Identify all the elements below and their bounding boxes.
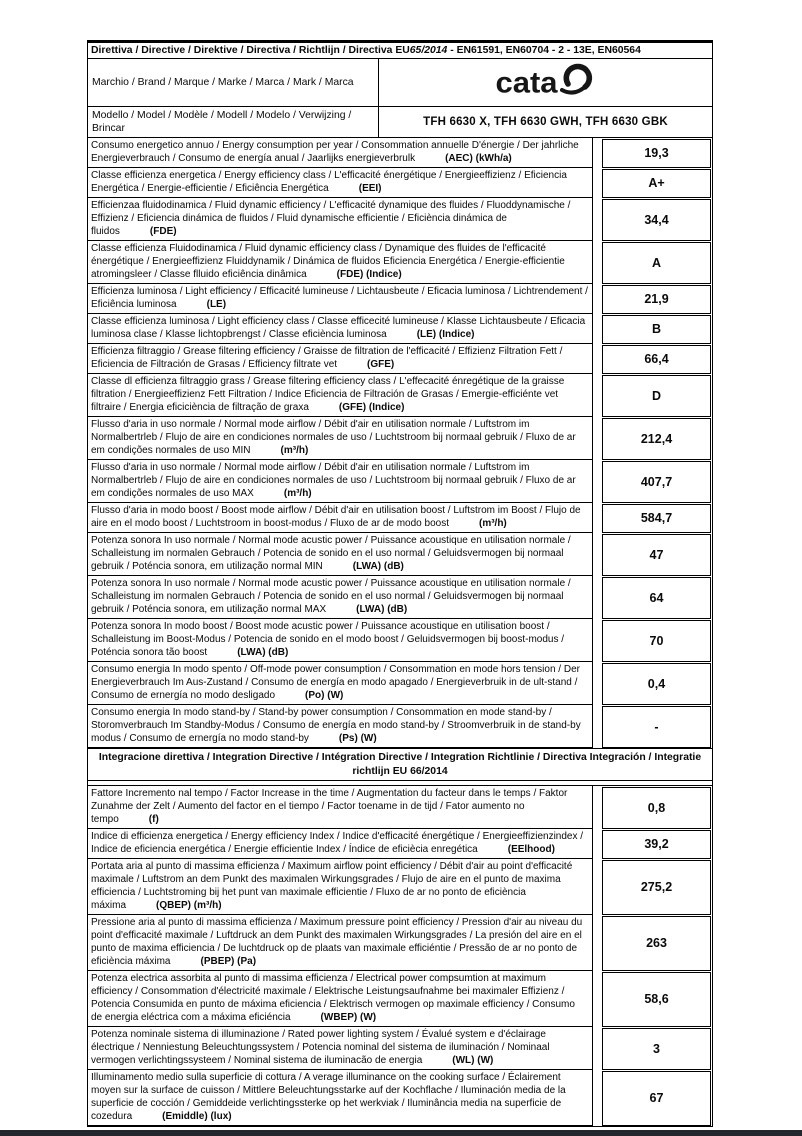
row-value: 263 [646, 936, 667, 950]
row-label: Consumo energia In modo stand-by / Stand-by power consumption / Consommation en mode stand-by / Storomverbrauch Im Standby-Modus / Consumo de energía en modo stand-by / Stroomverbruik in de stand-by modus / Consumo de ernergía no modo stand-by [91, 707, 581, 744]
row-value: 67 [649, 1091, 664, 1105]
model-row [88, 107, 712, 138]
spec-row-label-cell [88, 417, 593, 460]
row-code: (PBEP) (Pa) [200, 956, 257, 967]
directive-title-prefix: Direttiva / Directive / Direktive / Directiva / Richtlijn / Directiva EU [91, 45, 410, 56]
row-code: (WBEP) (W) [320, 1012, 377, 1023]
spec-row-label-cell [88, 241, 593, 284]
row-code: (EElhood) [507, 844, 555, 855]
row-label: Flusso d'aria in uso normale / Normal mode airflow / Débit d'air en utilisation normale / Luftstrom im Normalbertrleb / Flujo de aire en condiciones normales de uso / Luchtstroom bij normaal gebruik / Fluxo de ar em condições normales de uso MAX [91, 462, 576, 499]
directive-title-suffix: - EN61591, EN60704 - 2 - 13E, EN60564 [447, 45, 641, 56]
spec-row-label-cell [88, 314, 593, 344]
spec-row [88, 314, 712, 344]
row-value: B [651, 322, 662, 336]
directive-title-number: 65/2014 [409, 45, 448, 56]
row-code: (Ps) (W) [338, 733, 377, 744]
row-value: 21,9 [644, 292, 669, 306]
spec-row [88, 705, 712, 748]
row-value-box [602, 577, 711, 619]
column-gutter [593, 1027, 602, 1070]
brand-label [88, 59, 379, 106]
row-code: (LE) (Indice) [416, 329, 475, 340]
column-gutter [593, 533, 602, 576]
row-code: (WL) (W) [452, 1055, 494, 1066]
row-value-box [602, 139, 711, 168]
row-value: 0,8 [647, 800, 666, 815]
row-value: 19,3 [644, 146, 669, 160]
column-gutter [593, 138, 602, 168]
row-value: - [654, 719, 659, 734]
row-code: (Po) (W) [305, 690, 344, 701]
row-code: (f) [148, 814, 159, 825]
row-label: Classe efficienza luminosa / Light efficiency class / Classe efficecité lumineuse / Klasse Lichtausbeute / Eficacia luminosa clase / Klasse lichtopbrengst / Classe eficiència luminosa [91, 316, 586, 340]
spec-row-label-cell [88, 705, 593, 748]
column-gutter [593, 284, 602, 314]
row-value-box [602, 787, 711, 829]
column-gutter [593, 1070, 602, 1126]
spec-row [88, 503, 712, 533]
row-code: (FDE) [149, 226, 177, 237]
row-value: 39,2 [644, 837, 669, 851]
row-value-box [602, 418, 711, 460]
spec-row [88, 619, 712, 662]
row-value: 584,7 [640, 511, 673, 525]
row-code: (m³/h) [280, 445, 309, 456]
row-label: Portata aria al punto di massima efficienza / Maximum airflow point efficiency / Débit d'air au point d'efficacité maximale / Luftstrom an dem Punkt des maximalen Wirkungsgrades / Flujo de aire en el punto de maxima efficiencia / Luchtstroming bij het punt van maximale efficientie / Fluxo de ar no ponto de eficiència máxima [91, 861, 573, 911]
window-bottom-edge [0, 1130, 802, 1136]
spec-row [88, 417, 712, 460]
row-label: Efficienzaa fluidodinamica / Fluid dynamic efficiency / L'efficacité dynamique des fluides / Fluoddynamische / Effizienz / Eficiencia dinámica de fluidos / Fluid dynamische efficientie / Eficiència dinámica de fluidos [91, 200, 571, 237]
spec-row [88, 859, 712, 915]
row-value-box [602, 285, 711, 314]
spec-row [88, 533, 712, 576]
cata-swoosh-icon [560, 63, 596, 102]
row-code: (m³/h) [283, 488, 312, 499]
spec-row-label-cell [88, 1070, 593, 1126]
cata-logo [495, 63, 595, 102]
column-gutter [593, 241, 602, 284]
directive-title [88, 43, 712, 59]
column-gutter [593, 619, 602, 662]
model-label-text: Modello / Model / Modèle / Modell / Modelo / Verwijzing / Brincar [92, 110, 352, 134]
row-code: (GFE) [367, 359, 395, 370]
column-gutter [593, 859, 602, 915]
row-value-box [602, 916, 711, 971]
row-value-box [602, 663, 711, 705]
row-label: Consumo energetico annuo / Energy consumption per year / Consommation annuelle D'énergie / Der jahrliche Energieverbrauch / Consumo de energía anual / Jaarlijks energieverbrulk [91, 140, 579, 164]
spec-sheet-table [87, 40, 713, 1127]
spec-row [88, 198, 712, 241]
spec-row-label-cell [88, 786, 593, 829]
row-value: A+ [648, 176, 665, 190]
spec-row-label-cell [88, 619, 593, 662]
spec-row [88, 576, 712, 619]
row-value-box [602, 972, 711, 1027]
spec-row [88, 786, 712, 829]
row-label: Classe efficienza energetica / Energy efficiency class / L'efficacité énergétique / Energieeffizienz / Eficiencia Energética / Energie-efficientie / Eficiência Energética [91, 170, 567, 194]
row-label: Flusso d'aria in uso normale / Normal mode airflow / Débit d'air en utilisation normale / Luftstrom im Normalbertrleb / Flujo de aire en condiciones normales de uso / Luchtstroom bij normaal gebruik / Fluxo de ar em condições normales de uso MIN [91, 419, 576, 456]
row-value-box [602, 534, 711, 576]
spec-row-label-cell [88, 198, 593, 241]
spec-row-label-cell [88, 971, 593, 1027]
row-label: Fattore Incremento nal tempo / Factor Increase in the time / Augmentation du facteur dans le temps / Faktor Zunahme der Zelt / Aumento del factor en el tiempo / Factor toename in de tijd / Fator aumento no tempo [91, 788, 568, 825]
spec-row [88, 915, 712, 971]
spec-row [88, 971, 712, 1027]
column-gutter [593, 915, 602, 971]
row-label: Classe dl efficienza filtraggio grass / Grease filtering efficiency class / L'effecacité énregétique de la graisse filtration / Energieeffizienz Fett Filtration / Indice Eficiencia de Filtración de Grasas / Emergie-efficiénte vet filtraire / Energia eficiciència de filtração de graxa [91, 376, 565, 413]
spec-row-label-cell [88, 138, 593, 168]
row-code: (Emiddle) (lux) [162, 1111, 232, 1122]
spec-row [88, 138, 712, 168]
row-code: (LE) [206, 299, 227, 310]
row-label: Efficienza filtraggio / Grease filtering efficiency / Graisse de filtration de l'efficacité / Effizienz Filtration Fett / Eficiencia de Filtración de Grasas / Efficiency filtrate vet [91, 346, 563, 370]
row-code: (GFE) (Indice) [338, 402, 405, 413]
row-label: Potenza electrica assorbita al punto di massima efficienza / Electrical power compsumtion at maximum efficiency / Consommation d'électricité maximale / Elektrische Leistungsaufnahme bei maximaler Effizienz / Potencia Consumida en punto de máxima eficiencia / Elektrisch vermogen op maximale efficiency / Consumo de energia eléctrica com a máxima eficiéncia [91, 973, 575, 1023]
spec-row-label-cell [88, 662, 593, 705]
row-value: 34,4 [644, 212, 669, 227]
spec-row-label-cell [88, 168, 593, 198]
spec-row [88, 1070, 712, 1126]
brand-label-text: Marchio / Brand / Marque / Marke / Marca / Mark / Marca [92, 77, 354, 88]
row-label: Potenza nominale sistema di illuminazione / Rated power lighting system / Évalué system e d'éclairage électrique / Nenniestung Beleuchtungssystem / Potencia nominal del sistema de iluminación / Nominaal vermogen verlichtingssysteem / Nominal sistema de iluminacão de energia [91, 1029, 550, 1066]
spec-row-label-cell [88, 533, 593, 576]
row-value-box [602, 242, 711, 284]
spec-row-label-cell [88, 374, 593, 417]
row-value: A [651, 255, 662, 270]
column-gutter [593, 374, 602, 417]
row-value-box [602, 620, 711, 662]
row-value: 66,4 [644, 352, 669, 366]
row-code: (FDE) (Indice) [336, 269, 402, 280]
row-label: Classe efficienza Fluidodinamica / Fluid dynamic efficiency class / Dynamique des fluides de l'efficacité énergétique / Energieeffizienz Fluiddynamik / Dinámica de fluidos Eficiencia Energética / Energie-efficientie atromingsleer / Classe flluido eficiência dinâmica [91, 243, 565, 280]
spec-row-label-cell [88, 1027, 593, 1070]
row-code: (LWA) (dB) [352, 561, 404, 572]
row-value: 70 [649, 633, 664, 648]
spec-rows-section-2 [88, 786, 712, 1126]
row-value-box [602, 199, 711, 241]
spec-row-label-cell [88, 284, 593, 314]
row-label: Potenza sonora In modo boost / Boost mode acustic power / Puissance acoustique en utilisation boost / Schalleistung im Boost-Modus / Potencia de sonido en el modo boost / Geluidsvermogen bij boost-modus / Poténcia sonora tão boost [91, 621, 565, 658]
row-value-box [602, 375, 711, 417]
row-label: Consumo energia In modo spento / Off-mode power consumption / Consommation en mode hors tension / Der Energieverbrauch Im Aus-Zustand / Consumo de energía en modo apagado / Energieverbruik in de ult-stand / Consumo de ernergía no modo desligado [91, 664, 580, 701]
spec-row-label-cell [88, 859, 593, 915]
spec-row [88, 374, 712, 417]
spec-rows-section-1 [88, 138, 712, 748]
column-gutter [593, 705, 602, 748]
spec-row-label-cell [88, 460, 593, 503]
column-gutter [593, 971, 602, 1027]
cata-logo-text: cata [495, 65, 558, 99]
column-gutter [593, 662, 602, 705]
row-value-box [602, 461, 711, 503]
row-code: (LWA) (dB) [237, 647, 289, 658]
spec-row [88, 168, 712, 198]
row-label: Indice di efficienza energetica / Energy efficiency Index / Indice d'efficacité énergétique / Energieeffizienzindex / Indice de eficiencia energética / Energie efficientie Index / Índice de eficiècia enregética [91, 831, 584, 855]
spec-row-label-cell [88, 576, 593, 619]
column-gutter [593, 417, 602, 460]
column-gutter [593, 198, 602, 241]
column-gutter [593, 786, 602, 829]
row-label: Efficienza luminosa / Light efficiency / Efficacité lumineuse / Lichtausbeute / Eficacia luminosa / Lichtrendement / Eficiência luminosa [91, 286, 588, 310]
row-code: (AEC) (kWh/a) [445, 153, 512, 164]
model-label [88, 107, 379, 137]
spec-row [88, 344, 712, 374]
row-value: 407,7 [640, 474, 673, 489]
column-gutter [593, 576, 602, 619]
spec-row [88, 1027, 712, 1070]
row-value: 47 [649, 547, 664, 562]
row-value: 58,6 [644, 992, 669, 1006]
column-gutter [593, 460, 602, 503]
row-value: 0,4 [647, 676, 666, 691]
row-value-box [602, 830, 711, 859]
spec-row [88, 829, 712, 859]
integration-directive-header: Integracione direttiva / Integration Directive / Intégration Directive / Integration Richtlinie / Directiva Integración / Integratie richtlijn EU 66/2014 [88, 748, 712, 781]
spec-row [88, 460, 712, 503]
model-value: TFH 6630 X, TFH 6630 GWH, TFH 6630 GBK [423, 116, 668, 128]
column-gutter [593, 168, 602, 198]
spec-row [88, 284, 712, 314]
spec-row-label-cell [88, 344, 593, 374]
spec-row-label-cell [88, 915, 593, 971]
spec-row-label-cell [88, 829, 593, 859]
row-value: 212,4 [640, 431, 673, 446]
row-value-box [602, 345, 711, 374]
row-label: Potenza sonora In uso normale / Normal mode acustic power / Puissance acoustique en utilisation normale / Schalleistung im normalen Gebrauch / Potencia de sonido en el uso normal / Geluidsvermogen bij normaal gebruik / Poténcia sonora, em utilização normal MIN [91, 535, 571, 572]
row-code: (LWA) (dB) [356, 604, 408, 615]
column-gutter [593, 503, 602, 533]
row-label: Flusso d'aria in modo boost / Boost mode airflow / Débit d'air en utilisation boost / Luftstrom im Boost / Flujo de aire en el modo boost / Luchtstroom in boost-modus / Fluxo de ar de modo boost [91, 505, 581, 529]
spec-row [88, 241, 712, 284]
row-value: 275,2 [640, 880, 673, 894]
row-value: D [651, 388, 662, 403]
brand-logo-cell [379, 59, 712, 106]
row-code: (EEI) [358, 183, 382, 194]
row-code: (m³/h) [478, 518, 507, 529]
row-label: Illuminamento medio sulla superficie di cottura / A verage illuminance on the cooking surface / Éclairement moyen sur la surface de cuisson / Mittlere Beleuchtungsstarke auf der Kochflache / Iluminación media de la superficie de cocción / Gemiddeide verlichtingssterke op het werkviak / Iluminância media na superficie de cozedura [91, 1072, 566, 1122]
row-code: (QBEP) (m³/h) [156, 900, 222, 911]
spec-row-label-cell [88, 503, 593, 533]
row-value: 3 [653, 1041, 660, 1056]
spec-row [88, 662, 712, 705]
row-label: Pressione aria al punto di massima efficienza / Maximum pressure point efficiency / Pression d'air au niveau du point d'efficacité maximale / Luftdruck an dem Punkt des maximalen Wirkungsgrades / La presión del aire en el punto de maxima efficiencia / De luchtdruck op de plaats van maximale efficiéntie / Pressão de ar no ponto de eficiència máxima [91, 917, 583, 967]
row-value-box [602, 860, 711, 915]
column-gutter [593, 829, 602, 859]
row-value-box [602, 706, 711, 748]
brand-row [88, 59, 712, 107]
column-gutter [593, 344, 602, 374]
row-value-box [602, 504, 711, 533]
row-value: 64 [649, 590, 664, 605]
row-label: Potenza sonora In uso normale / Normal mode acustic power / Puissance acoustique en utilisation normale / Schalleistung im normalen Gebrauch / Potencia de sonido en el uso normal / Geluidsvermogen bij normaal gebruik / Poténcia sonora, em utilização normal MAX [91, 578, 571, 615]
row-value-box [602, 315, 711, 344]
row-value-box [602, 1071, 711, 1126]
row-value-box [602, 1028, 711, 1070]
row-value-box [602, 169, 711, 198]
column-gutter [593, 314, 602, 344]
